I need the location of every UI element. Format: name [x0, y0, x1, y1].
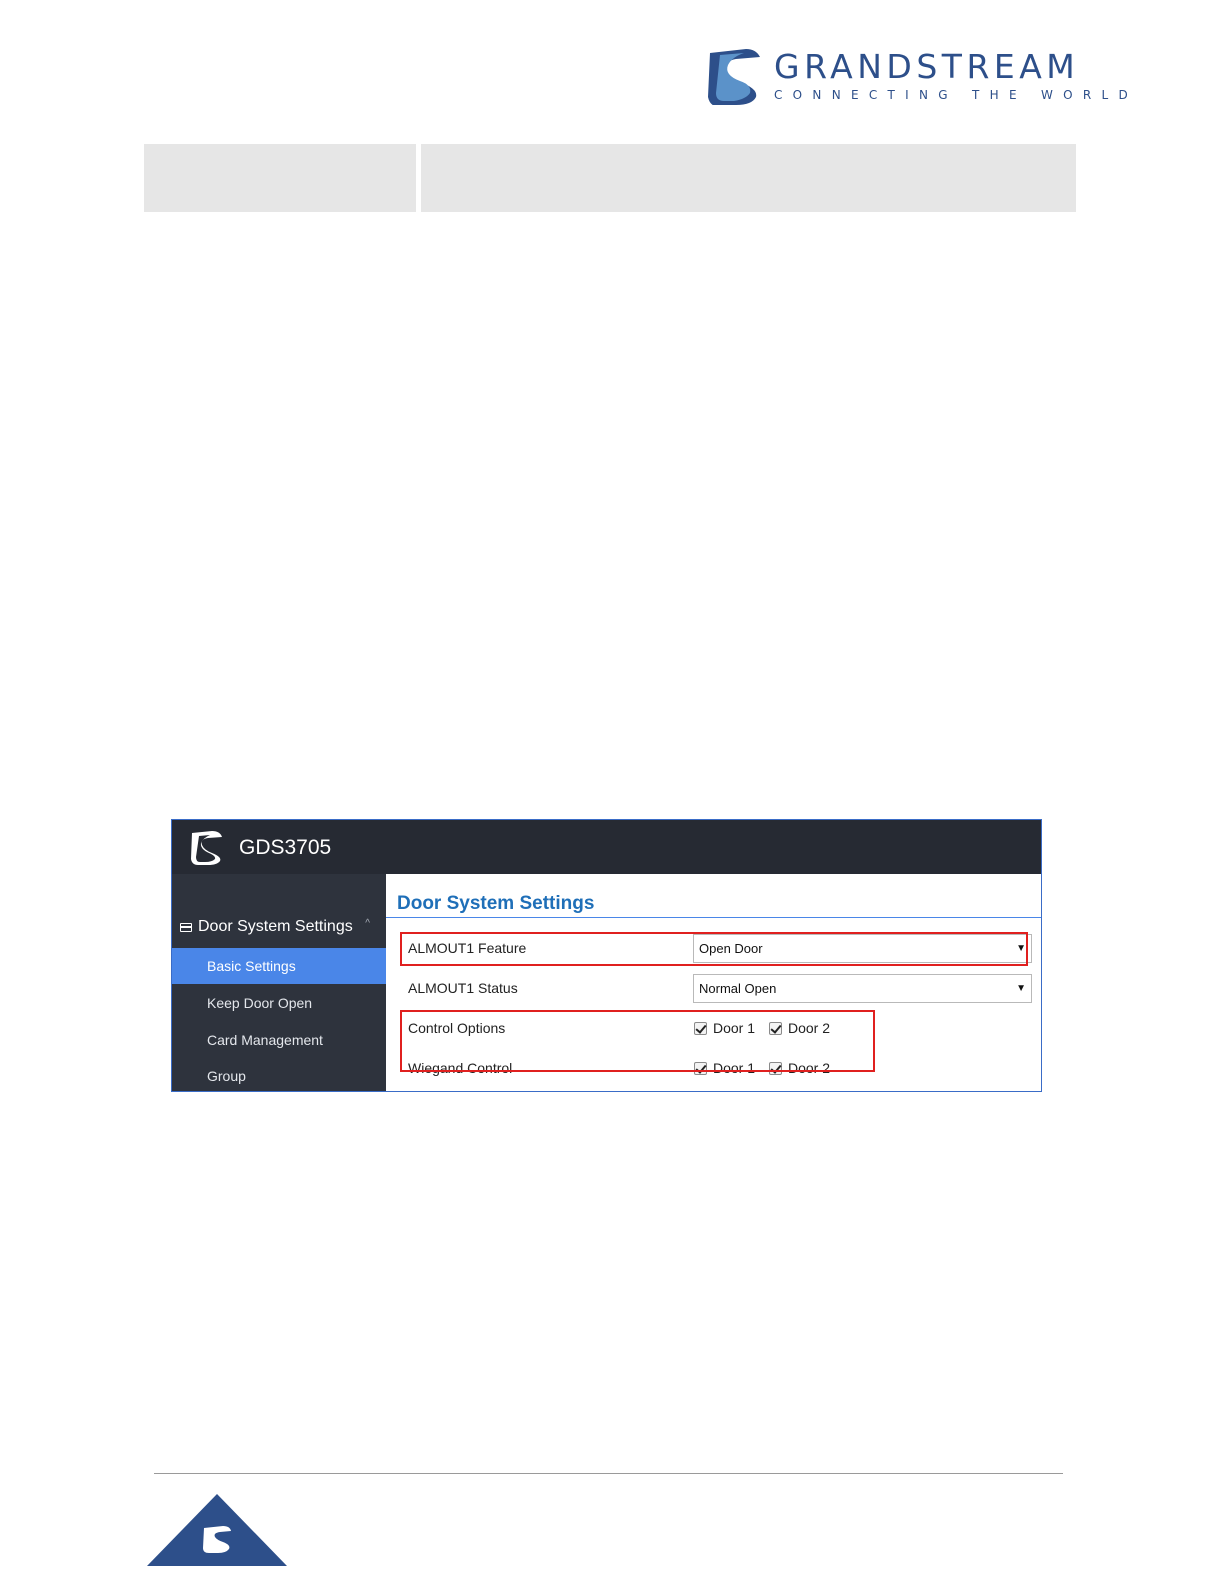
checkbox-label: Door 1	[713, 1020, 756, 1036]
title-divider	[386, 917, 1042, 918]
grandstream-swoosh-icon	[706, 47, 764, 105]
brand-tagline: CONNECTING THE WORLD	[774, 88, 1139, 102]
sidebar	[172, 874, 386, 1092]
highlight-box-door-options	[400, 1010, 875, 1072]
sidebar-section-door-system-settings[interactable]	[180, 916, 380, 938]
checkbox-label: Door 2	[788, 1060, 831, 1076]
sidebar-item-keep-door-open[interactable]: Keep Door Open	[207, 995, 313, 1011]
device-name: GDS3705	[239, 836, 332, 859]
control-options-label: Control Options	[408, 1020, 506, 1036]
dropdown-arrow-icon: ▼	[1016, 943, 1026, 954]
top-bar	[172, 820, 1042, 874]
almout1-status-value: Normal Open	[699, 981, 777, 996]
sidebar-section-label: Door System Settings	[198, 918, 353, 935]
brand-name: GRANDSTREAM	[774, 47, 1080, 86]
header-table-cell	[144, 144, 416, 212]
chevron-up-icon: ^	[365, 918, 370, 929]
card-icon	[180, 923, 192, 932]
footer-divider	[154, 1473, 1063, 1474]
page-title: Door System Settings	[397, 893, 595, 914]
main-content	[386, 874, 1042, 1092]
sidebar-item-group[interactable]: Group	[207, 1068, 246, 1084]
almout1-feature-value: Open Door	[699, 941, 763, 956]
almout1-status-label: ALMOUT1 Status	[408, 980, 518, 996]
almout1-feature-label: ALMOUT1 Feature	[408, 940, 527, 956]
dropdown-arrow-icon: ▼	[1016, 983, 1026, 994]
checkbox-label: Door 2	[788, 1020, 831, 1036]
sidebar-item-card-management[interactable]: Card Management	[207, 1032, 323, 1048]
sidebar-item-basic-settings[interactable]: Basic Settings	[172, 948, 386, 984]
almout1-status-select[interactable]	[693, 974, 1032, 1003]
checkbox-label: Door 1	[713, 1060, 756, 1076]
header-table-cell	[421, 144, 1076, 212]
header-table	[144, 144, 1076, 212]
wiegand-control-label: Wiegand Control	[408, 1060, 513, 1076]
grandstream-logo	[706, 45, 1139, 109]
footer-logo-triangle-icon	[147, 1494, 287, 1566]
highlight-box-almout1-feature	[400, 932, 1028, 966]
gds3705-web-ui-screenshot	[171, 819, 1042, 1092]
grandstream-swoosh-icon	[190, 829, 224, 865]
